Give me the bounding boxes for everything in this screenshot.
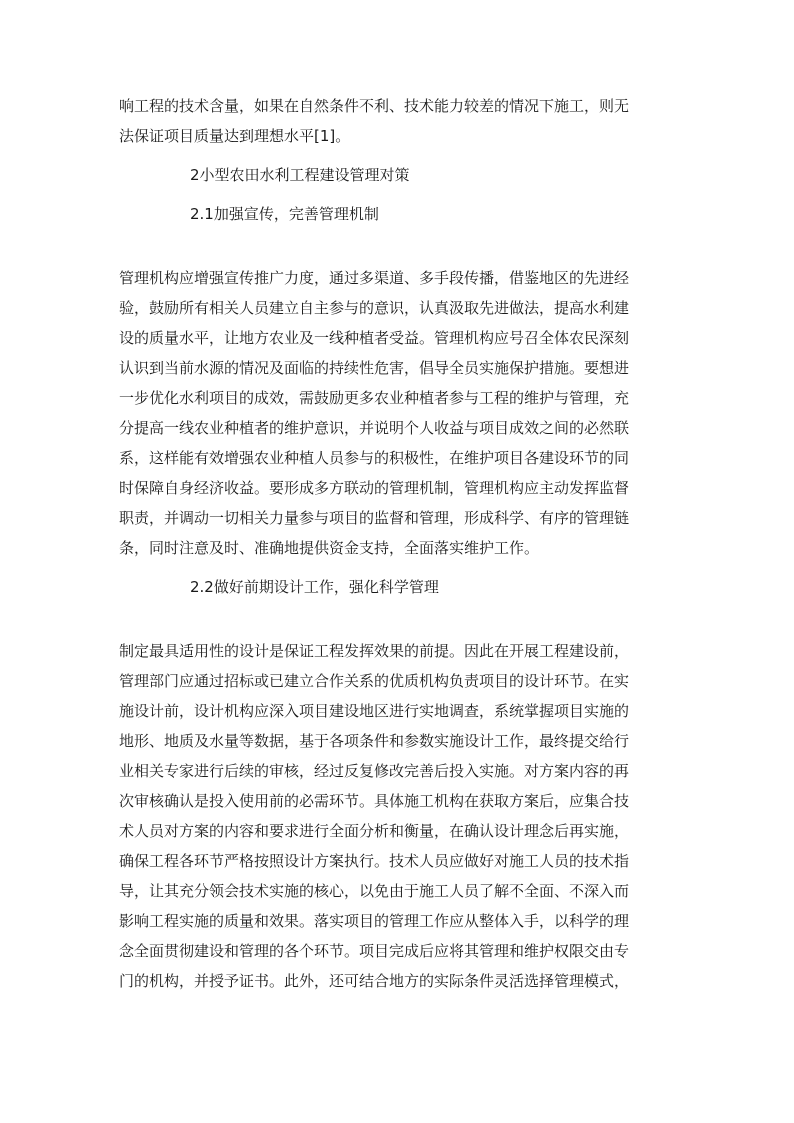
paragraph-line: 职责，并调动一切相关力量参与项目的监督和管理，形成科学、有序的管理链 — [119, 509, 630, 527]
paragraph-line: 响工程的技术含量，如果在自然条件不利、技术能力较差的情况下施工，则无 — [119, 97, 630, 115]
paragraph-line: 导，让其充分领会技术实施的核心，以免由于施工人员了解不全面、不深入而 — [119, 882, 630, 900]
paragraph-line: 术人员对方案的内容和要求进行全面分析和衡量，在确认设计理念后再实施， — [119, 822, 630, 840]
paragraph-line: 认识到当前水源的情况及面临的持续性危害，倡导全员实施保护措施。要想进 — [119, 359, 630, 377]
paragraph-line: 门的机构，并授予证书。此外，还可结合地方的实际条件灵活选择管理模式， — [119, 972, 630, 990]
paragraph-line: 条，同时注意及时、准确地提供资金支持，全面落实维护工作。 — [119, 539, 540, 557]
paragraph-line: 法保证项目质量达到理想水平[1]。 — [119, 127, 351, 145]
paragraph-line: 念全面贯彻建设和管理的各个环节。项目完成后应将其管理和维护权限交由专 — [119, 942, 630, 960]
paragraph-line: 分提高一线农业种植者的维护意识，并说明个人收益与项目成效之间的必然联 — [119, 419, 630, 437]
paragraph-line: 施设计前，设计机构应深入项目建设地区进行实地调查，系统掌握项目实施的 — [119, 702, 630, 720]
section-heading: 2小型农田水利工程建设管理对策 — [190, 166, 410, 184]
paragraph-line: 一步优化水利项目的成效，需鼓励更多农业种植者参与工程的维护与管理，充 — [119, 389, 630, 407]
paragraph-line: 影响工程实施的质量和效果。落实项目的管理工作应从整体入手，以科学的理 — [119, 912, 630, 930]
paragraph-line: 地形、地质及水量等数据，基于各项条件和参数实施设计工作，最终提交给行 — [119, 732, 630, 750]
paragraph-line: 管理机构应增强宣传推广力度，通过多渠道、多手段传播，借鉴地区的先进经 — [119, 269, 630, 287]
subsection-heading: 2.1加强宣传，完善管理机制 — [190, 205, 379, 223]
paragraph-line: 管理部门应通过招标或已建立合作关系的优质机构负责项目的设计环节。在实 — [119, 672, 630, 690]
paragraph-line: 业相关专家进行后续的审核，经过反复修改完善后投入实施。对方案内容的再 — [119, 762, 630, 780]
paragraph-line: 制定最具适用性的设计是保证工程发挥效果的前提。因此在开展工程建设前， — [119, 642, 630, 660]
paragraph-line: 确保工程各环节严格按照设计方案执行。技术人员应做好对施工人员的技术指 — [119, 852, 630, 870]
paragraph-line: 时保障自身经济收益。要形成多方联动的管理机制，管理机构应主动发挥监督 — [119, 479, 630, 497]
paragraph-line: 设的质量水平，让地方农业及一线种植者受益。管理机构应号召全体农民深刻 — [119, 329, 630, 347]
subsection-heading: 2.2做好前期设计工作，强化科学管理 — [190, 578, 439, 596]
paragraph-line: 系，这样能有效增强农业种植人员参与的积极性，在维护项目各建设环节的同 — [119, 449, 630, 467]
paragraph-line: 验，鼓励所有相关人员建立自主参与的意识，认真汲取先进做法，提高水利建 — [119, 299, 630, 317]
paragraph-line: 次审核确认是投入使用前的必需环节。具体施工机构在获取方案后，应集合技 — [119, 792, 630, 810]
